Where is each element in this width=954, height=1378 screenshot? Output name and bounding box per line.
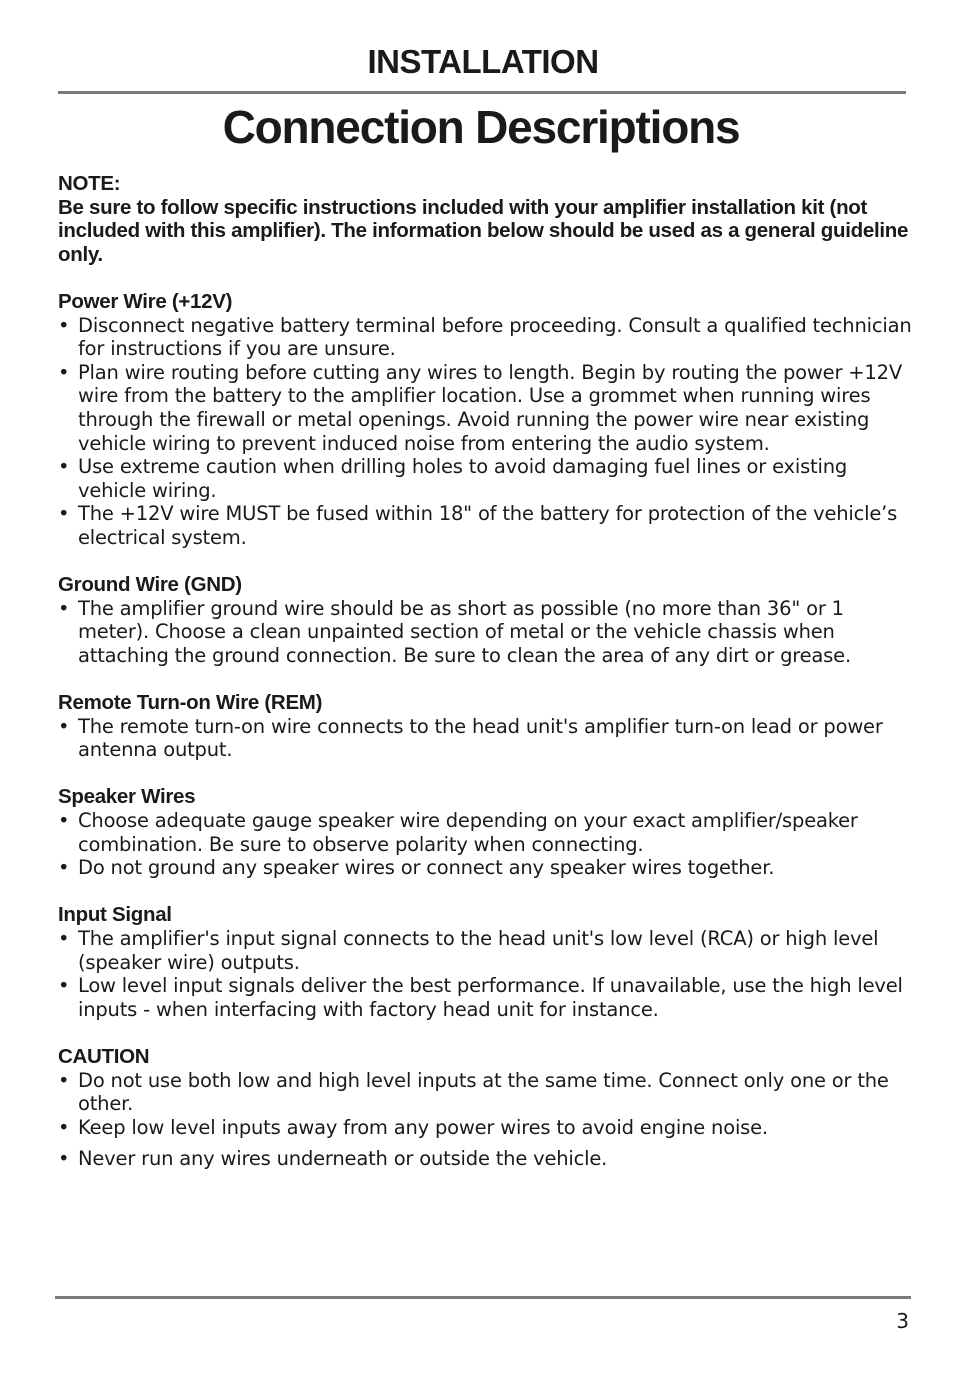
- section-ground-wire: [58, 573, 918, 667]
- section-input-signal: [58, 903, 918, 1021]
- section-remote-wire: [58, 691, 918, 762]
- list-item: • The +12V wire MUST be fused within 18" of the battery for protection of the vehicle’s electrical system.: [58, 502, 918, 549]
- footer-divider: [55, 1296, 911, 1299]
- list-item: • The remote turn-on wire connects to the head unit's amplifier turn-on lead or power antenna output.: [58, 715, 918, 762]
- list-item: • Keep low level inputs away from any power wires to avoid engine noise.: [58, 1116, 918, 1140]
- list-item: • The amplifier ground wire should be as short as possible (no more than 36" or 1 meter). Choose a clean unpainted section of metal or the vehicle chassis when attaching the ground connection. Be sure to clean the area of any dirt or grease.: [58, 597, 918, 668]
- list-item: • The amplifier's input signal connects to the head unit's low level (RCA) or high level (speaker wire) outputs.: [58, 927, 918, 974]
- list-item: • Never run any wires underneath or outside the vehicle.: [58, 1147, 918, 1171]
- page-content: [58, 172, 918, 1171]
- bullet-list: [58, 809, 918, 880]
- section-speaker-wires: [58, 785, 918, 879]
- list-item: • Choose adequate gauge speaker wire depending on your exact amplifier/speaker combination. Be sure to observe polarity when connecting.: [58, 809, 918, 856]
- section-heading: Speaker Wires: [58, 785, 196, 809]
- list-item: • Plan wire routing before cutting any wires to length. Begin by routing the power +12V wire from the battery to the amplifier location. Use a grommet when running wires through the firewall or metal openings. Avoid running the power wire near existing vehicle wiring to prevent induced noise from entering the audio system.: [58, 361, 918, 455]
- list-item: • Do not use both low and high level inputs at the same time. Connect only one or the other.: [58, 1069, 918, 1116]
- section-heading: Remote Turn-on Wire (REM): [58, 691, 323, 715]
- bullet-list: [58, 927, 918, 1021]
- page-title: Connection Descriptions: [222, 101, 740, 153]
- note-block: [58, 172, 918, 266]
- section-heading: Input Signal: [58, 903, 172, 927]
- bullet-list: [58, 1069, 918, 1171]
- list-item: • Do not ground any speaker wires or connect any speaker wires together.: [58, 856, 918, 880]
- section-heading: Power Wire (+12V): [58, 289, 233, 313]
- section-caution: [58, 1045, 918, 1171]
- bullet-list: [58, 314, 918, 550]
- section-header: INSTALLATION: [367, 43, 599, 80]
- list-item: • Low level input signals deliver the best performance. If unavailable, use the high level inputs - when interfacing with factory head unit for instance.: [58, 974, 918, 1021]
- bullet-list: [58, 715, 918, 762]
- header-divider: [58, 91, 906, 94]
- note-label: NOTE:: [58, 172, 121, 195]
- list-item: • Use extreme caution when drilling holes to avoid damaging fuel lines or existing vehicle wiring.: [58, 455, 918, 502]
- list-item: • Disconnect negative battery terminal before proceeding. Consult a qualified technician for instructions if you are unsure.: [58, 314, 918, 361]
- section-heading: CAUTION: [58, 1044, 150, 1068]
- page-number: 3: [896, 1309, 909, 1333]
- bullet-list: [58, 597, 918, 668]
- note-text: Be sure to follow specific instructions included with your amplifier installation kit (not included with this amplifier). The information below should be used as a general guideline only.: [58, 195, 909, 266]
- section-heading: Ground Wire (GND): [58, 573, 242, 597]
- section-power-wire: [58, 290, 918, 550]
